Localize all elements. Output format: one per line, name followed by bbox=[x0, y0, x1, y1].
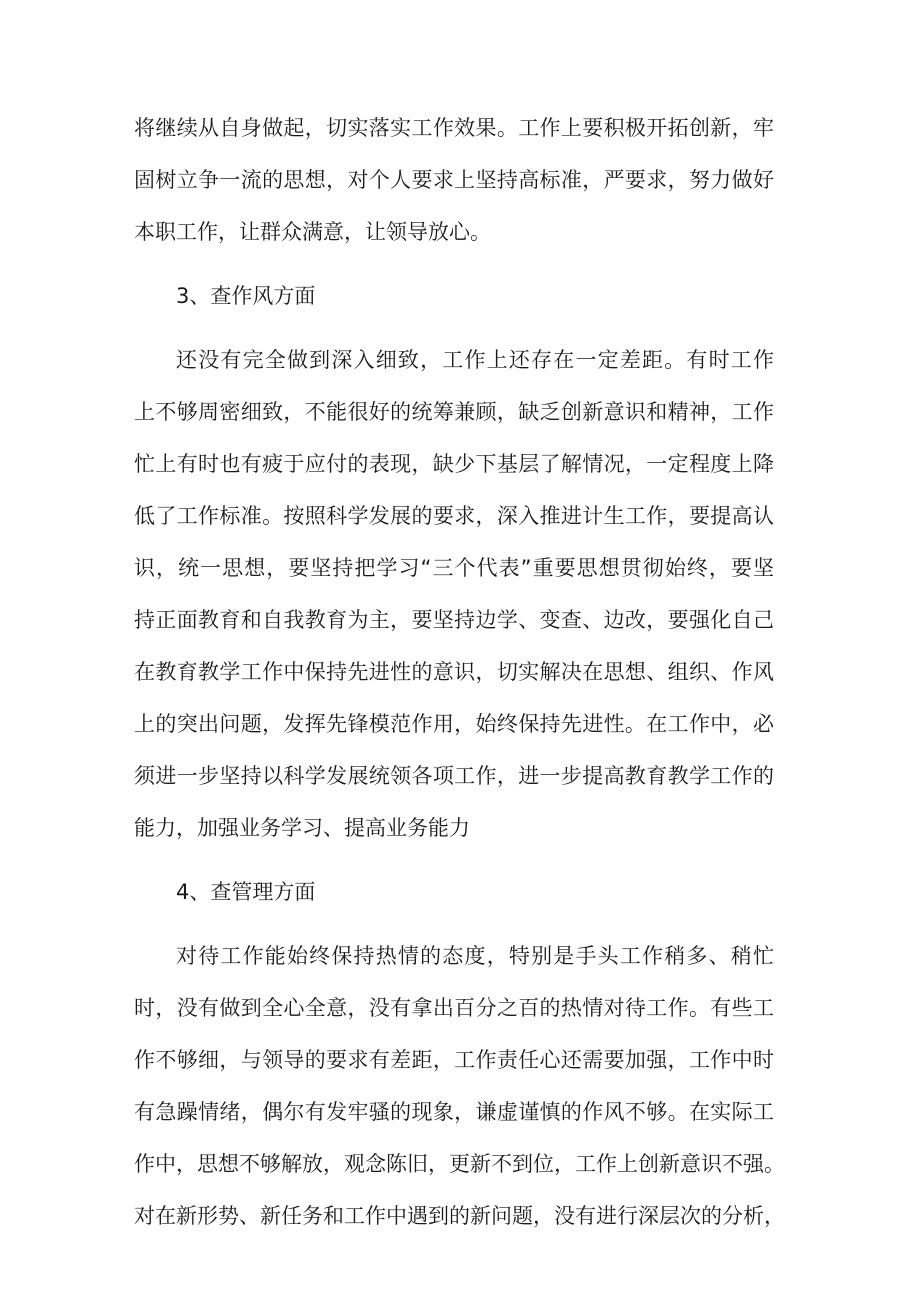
paragraph-line: 对待工作能始终保持热情的态度，特别是手头工作稍多、稍忙 bbox=[176, 944, 774, 968]
paragraph-line: 还没有完全做到深入细致，工作上还存在一定差距。有时工作 bbox=[176, 348, 774, 372]
paragraph-line: 对在新形势、新任务和工作中遇到的新问题，没有进行深层次的分析， bbox=[134, 1204, 785, 1228]
paragraph-line: 识，统一思想，要坚持把学习“三个代表”重要思想贯彻始终，要坚 bbox=[134, 556, 774, 580]
paragraph-line: 在教育教学工作中保持先进性的意识，切实解决在思想、组织、作风 bbox=[134, 660, 774, 684]
paragraph-line: 有急躁情绪，偶尔有发牢骚的现象，谦虚谨慎的作风不够。在实际工 bbox=[134, 1100, 774, 1124]
paragraph-line: 本职工作，让群众满意，让领导放心。 bbox=[134, 220, 491, 244]
paragraph-line: 上的突出问题，发挥先锋模范作用，始终保持先进性。在工作中，必 bbox=[134, 712, 774, 736]
section-heading: 4、查管理方面 bbox=[176, 880, 316, 904]
paragraph-line: 时，没有做到全心全意，没有拿出百分之百的热情对待工作。有些工 bbox=[134, 996, 774, 1020]
paragraph-line: 忙上有时也有疲于应付的表现，缺少下基层了解情况，一定程度上降 bbox=[134, 452, 774, 476]
paragraph-line: 持正面教育和自我教育为主，要坚持边学、变查、边改，要强化自己 bbox=[134, 608, 774, 632]
paragraph-line: 低了工作标准。按照科学发展的要求，深入推进计生工作，要提高认 bbox=[134, 504, 774, 528]
paragraph-line: 将继续从自身做起，切实落实工作效果。工作上要积极开拓创新，牢 bbox=[134, 116, 774, 140]
section-heading: 3、查作风方面 bbox=[176, 284, 316, 308]
paragraph-line: 作不够细，与领导的要求有差距，工作责任心还需要加强，工作中时 bbox=[134, 1048, 774, 1072]
paragraph-line: 作中，思想不够解放，观念陈旧，更新不到位，工作上创新意识不强。 bbox=[134, 1152, 785, 1176]
paragraph-line: 固树立争一流的思想，对个人要求上坚持高标准，严要求，努力做好 bbox=[134, 168, 774, 192]
paragraph-line: 上不够周密细致，不能很好的统筹兼顾，缺乏创新意识和精神，工作 bbox=[134, 400, 774, 424]
paragraph-line: 须进一步坚持以科学发展统领各项工作，进一步提高教育教学工作的 bbox=[134, 764, 774, 788]
paragraph-line: 能力，加强业务学习、提高业务能力 bbox=[134, 816, 470, 840]
